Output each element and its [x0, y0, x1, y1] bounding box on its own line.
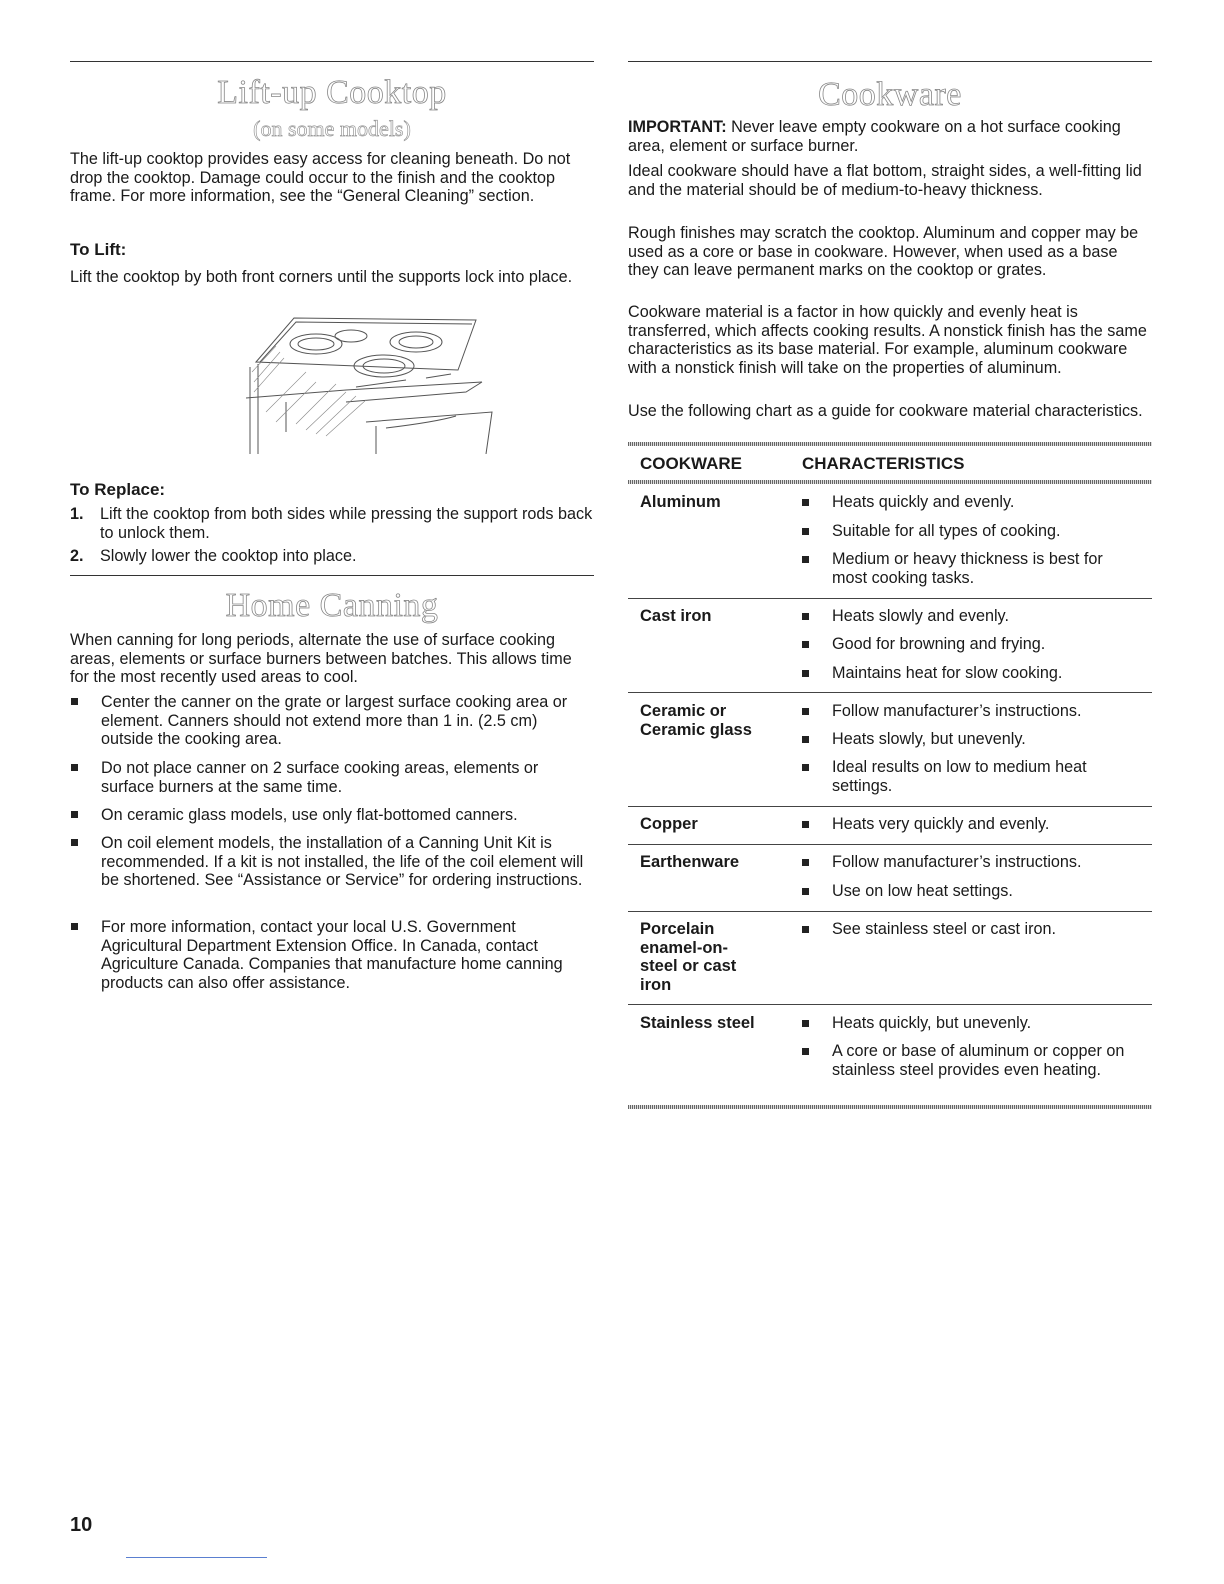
to-lift-heading: To Lift: — [70, 240, 127, 259]
cookware-title: Cookware — [818, 76, 962, 113]
characteristic-item: Heats quickly, but unevenly. — [802, 1014, 1142, 1033]
home-canning-intro: When canning for long periods, alternate the use of surface cooking areas, elements or surface burners between batches. This allows time for the most recently used areas to cool. — [70, 631, 572, 687]
bullet-icon — [802, 1020, 809, 1027]
characteristic-item: Heats very quickly and evenly. — [802, 815, 1142, 834]
canning-bullet: On coil element models, the installation of a Canning Unit Kit is recommended. If a kit is not installed, the life of the coil element will be shortened. See “Assistance or Service” for ordering instructions. — [70, 834, 594, 890]
bullet-icon — [802, 764, 809, 771]
cookware-name: Stainless steel — [640, 1014, 755, 1032]
row-divider — [628, 844, 1152, 845]
bullet-icon — [802, 821, 809, 828]
characteristic-item: A core or base of aluminum or copper on stainless steel provides even heating. — [802, 1042, 1142, 1079]
row-divider — [628, 1004, 1152, 1005]
row-divider — [628, 911, 1152, 912]
bullet-icon — [802, 613, 809, 620]
page-number: 10 — [70, 1514, 93, 1536]
lift-up-title: Lift-up Cooktop — [217, 74, 447, 111]
bullet-icon — [802, 736, 809, 743]
lift-up-intro: The lift-up cooktop provides easy access for cleaning beneath. Do not drop the cooktop. Damage could occur to the finish and the cooktop frame. For more information, see the “General Cleaning” section. — [70, 150, 571, 206]
characteristic-item: Follow manufacturer’s instructions. — [802, 702, 1142, 721]
bullet-icon — [802, 926, 809, 933]
bullet-icon — [802, 499, 809, 506]
column-header-characteristics: CHARACTERISTICS — [802, 454, 965, 473]
to-replace-heading: To Replace: — [70, 480, 166, 499]
replace-step — [70, 505, 594, 542]
lift-up-cooktop-illustration — [246, 312, 496, 454]
replace-step — [70, 547, 594, 566]
cookware-paragraph: Cookware material is a factor in how quickly and evenly heat is transferred, which affects cooking results. A nonstick finish has the same characteristics as its base material. For example, aluminum cookware with a nonstick finish will take on the properties of aluminum. — [628, 303, 1147, 377]
important-label: IMPORTANT: — [628, 118, 727, 136]
bullet-icon — [802, 528, 809, 535]
bullet-icon — [802, 556, 809, 563]
characteristic-item: Good for browning and frying. — [802, 635, 1142, 654]
row-divider — [628, 806, 1152, 807]
characteristic-item: Medium or heavy thickness is best for most cooking tasks. — [802, 550, 1142, 587]
table-top-border — [628, 442, 1152, 446]
characteristic-item: Use on low heat settings. — [802, 882, 1142, 901]
bullet-icon — [71, 839, 78, 846]
bullet-icon — [802, 888, 809, 895]
characteristic-item: Heats slowly, but unevenly. — [802, 730, 1142, 749]
bullet-icon — [802, 670, 809, 677]
canning-bullet: For more information, contact your local U.S. Government Agricultural Department Extension Office. In Canada, contact Agriculture Canada. Companies that manufacture home canning products can also offer assistance. — [70, 918, 594, 992]
bullet-icon — [71, 764, 78, 771]
cookware-name: Earthenware — [640, 853, 740, 871]
cookware-name: Porcelain enamel-on-steel or cast iron — [640, 920, 737, 994]
lift-up-subtitle: (on some models) — [253, 116, 411, 141]
step-text: Slowly lower the cooktop into place. — [100, 547, 357, 565]
characteristic-item: Heats quickly and evenly. — [802, 493, 1142, 512]
table-bottom-border — [628, 1105, 1152, 1109]
footer-line — [126, 1557, 267, 1558]
column-header-cookware: COOKWARE — [640, 454, 742, 473]
to-lift-text: Lift the cooktop by both front corners until the supports lock into place. — [70, 268, 573, 286]
important-text: Never leave empty cookware on a hot surface cooking area, element or surface burner. — [628, 118, 1121, 155]
home-canning-title: Home Canning — [225, 587, 439, 624]
bullet-icon — [802, 641, 809, 648]
row-divider — [628, 692, 1152, 693]
section-rule — [70, 61, 594, 62]
cookware-name: Aluminum — [640, 493, 721, 511]
row-divider — [628, 598, 1152, 599]
characteristic-item: See stainless steel or cast iron. — [802, 920, 1142, 939]
cookware-name: Cast iron — [640, 607, 712, 625]
bullet-icon — [71, 923, 78, 930]
bullet-icon — [802, 859, 809, 866]
canning-bullet: On ceramic glass models, use only flat-bottomed canners. — [70, 806, 594, 825]
canning-bullet: Do not place canner on 2 surface cooking areas, elements or surface burners at the same time. — [70, 759, 594, 796]
characteristic-item: Heats slowly and evenly. — [802, 607, 1142, 626]
step-number: 1. — [70, 505, 84, 523]
cookware-paragraph: Rough finishes may scratch the cooktop. Aluminum and copper may be used as a core or base in cookware. However, when used as a base they can leave permanent marks on the cooktop or grates. — [628, 224, 1139, 280]
characteristic-item: Ideal results on low to medium heat settings. — [802, 758, 1142, 795]
cookware-paragraph: Use the following chart as a guide for cookware material characteristics. — [628, 402, 1143, 420]
table-header-border — [628, 480, 1152, 484]
section-rule — [628, 61, 1152, 62]
characteristic-item: Suitable for all types of cooking. — [802, 522, 1142, 541]
cookware-name: Copper — [640, 815, 698, 833]
section-rule — [70, 575, 594, 576]
bullet-icon — [71, 811, 78, 818]
canning-bullet: Center the canner on the grate or largest surface cooking area or element. Canners should not extend more than 1 in. (2.5 cm) outside the cooking area. — [70, 693, 594, 749]
cookware-important — [628, 118, 1152, 155]
characteristic-item: Follow manufacturer’s instructions. — [802, 853, 1142, 872]
cookware-paragraph: Ideal cookware should have a flat bottom, straight sides, a well-fitting lid and the material should be of medium-to-heavy thickness. — [628, 162, 1142, 199]
step-text: Lift the cooktop from both sides while pressing the support rods back to unlock them. — [100, 505, 593, 542]
cookware-name: Ceramic or Ceramic glass — [640, 702, 752, 739]
bullet-icon — [802, 708, 809, 715]
step-number: 2. — [70, 547, 84, 565]
bullet-icon — [71, 698, 78, 705]
characteristic-item: Maintains heat for slow cooking. — [802, 664, 1142, 683]
bullet-icon — [802, 1048, 809, 1055]
